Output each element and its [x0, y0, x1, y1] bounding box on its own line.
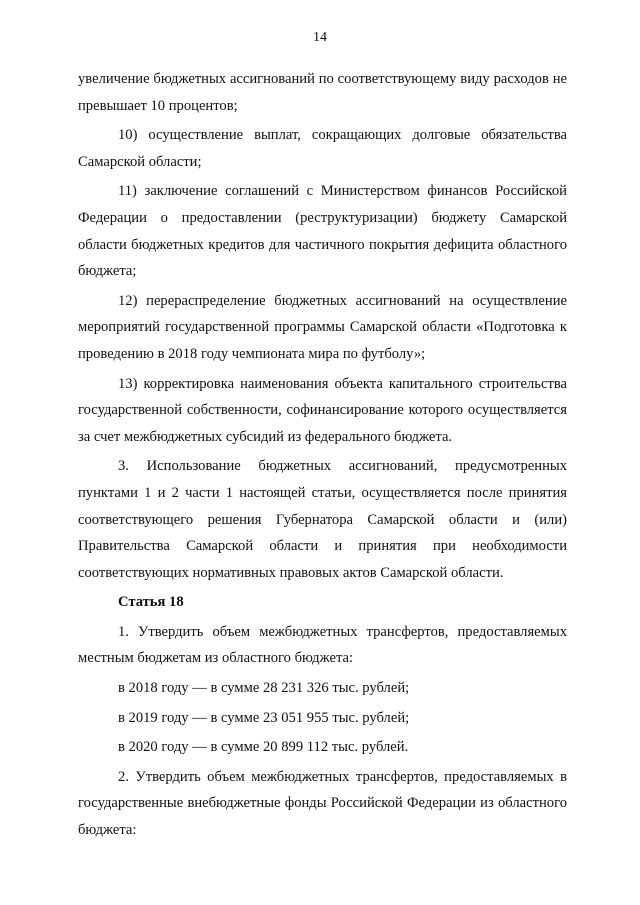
paragraph-continuation: увеличение бюджетных ассигнований по соответствующему виду расходов не превышает 10 процентов;: [78, 71, 567, 114]
article-heading: Статья 18: [118, 594, 184, 611]
paragraph-item-11: 11) заключение соглашений с Министерством финансов Российской Федерации о предоставлении (реструктуризации) бюджету Самарской области бюджетных кредитов для частичного покрытия дефицита областного бюджета;: [78, 183, 567, 280]
page-number: 14: [313, 30, 327, 45]
paragraph-item-10: 10) осуществление выплат, сокращающих долговые обязательства Самарской области;: [78, 127, 567, 170]
paragraph-part-3: 3. Использование бюджетных ассигнований, предусмотренных пунктами 1 и 2 части 1 настоящей статьи, осуществляется после принятия соответствующего решения Губернатора Самарской области и (или) Правительства Самарской области и принятия при необходимости соответствующих нормативных правовых актов Самарской области.: [78, 458, 567, 581]
paragraph-item-13: 13) корректировка наименования объекта капитального строительства государственной собственности, софинансирование которого осуществляется за счет межбюджетных субсидий из федерального бюджета.: [78, 375, 567, 445]
article-amount-2020: в 2020 году — в сумме 20 899 112 тыс. рублей.: [118, 739, 409, 756]
article-amount-2019: в 2019 году — в сумме 23 051 955 тыс. рублей;: [118, 709, 410, 726]
paragraph-item-12: 12) перераспределение бюджетных ассигнований на осуществление мероприятий государственной программы Самарской области «Подготовка к проведению в 2018 году чемпионата мира по футболу»;: [78, 292, 567, 362]
article-paragraph-2: 2. Утвердить объем межбюджетных трансфертов, предоставляемых в государственные внебюджетные фонды Российской Федерации из областного бюджета:: [78, 768, 567, 839]
document-body: [78, 66, 567, 847]
article-amount-2018: в 2018 году — в сумме 28 231 326 тыс. рублей;: [118, 680, 410, 697]
article-paragraph-1: 1. Утвердить объем межбюджетных трансфертов, предоставляемых местным бюджетам из областного бюджета:: [78, 623, 567, 667]
